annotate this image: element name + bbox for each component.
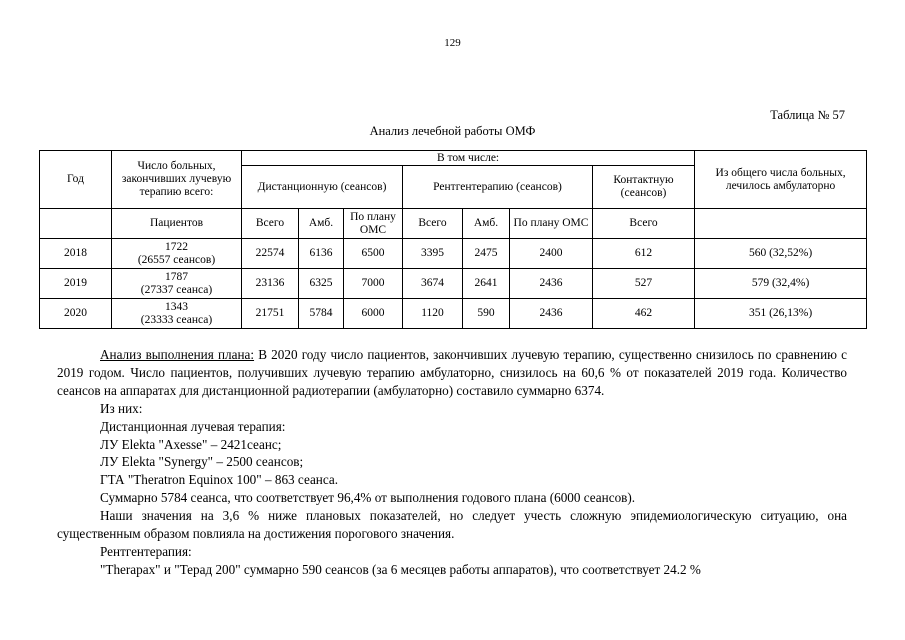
page-number: 129 bbox=[444, 37, 461, 49]
cell-xray-total: 3674 bbox=[403, 269, 463, 299]
cell-ambulatory: 351 (26,13%) bbox=[695, 299, 867, 329]
cell-distance-plan: 6500 bbox=[344, 239, 403, 269]
header-ambulatory: Из общего числа больных, лечилось амбулаторно bbox=[695, 151, 867, 209]
line-theratron: ГТА "Theratron Equinox 100" – 863 сеанса. bbox=[100, 472, 339, 488]
cell-patients-count: 1343 bbox=[165, 300, 188, 313]
cell-distance-amb: 6325 bbox=[299, 269, 344, 299]
cell-xray-plan: 2400 bbox=[510, 239, 593, 269]
paragraph-values: Наши значения на 3,6 % ниже плановых показателей, но следует учесть сложную эпидемиологическую ситуацию, она существенным образом повлияла на достижения порогового значения. bbox=[57, 508, 847, 542]
header-contact-total: Всего bbox=[593, 209, 695, 239]
cell-year: 2018 bbox=[40, 239, 112, 269]
cell-patients bbox=[112, 299, 242, 329]
line-distance-heading: Дистанционная лучевая терапия: bbox=[100, 418, 286, 434]
paragraph-xray: "Therapax" и "Терад 200" суммарно 590 сеансов (за 6 месяцев работы аппаратов), что соответствует 24.2 % bbox=[100, 561, 701, 577]
cell-xray-total: 1120 bbox=[403, 299, 463, 329]
paragraph-plan-analysis bbox=[57, 346, 847, 400]
cell-distance-total: 22574 bbox=[242, 239, 299, 269]
header-distance-total: Всего bbox=[242, 209, 299, 239]
table-row bbox=[40, 269, 867, 299]
header-ambulatory-empty bbox=[695, 209, 867, 239]
cell-patients-count: 1787 bbox=[165, 270, 188, 283]
header-distance-plan: По плану ОМС bbox=[344, 209, 403, 239]
header-patients-sub: Пациентов bbox=[112, 209, 242, 239]
header-including: В том числе: bbox=[242, 151, 695, 166]
cell-patients bbox=[112, 269, 242, 299]
cell-sessions: (27337 сеанса) bbox=[140, 283, 213, 296]
body-text bbox=[57, 346, 847, 579]
header-xray: Рентгентерапию (сеансов) bbox=[403, 166, 593, 209]
line-total: Суммарно 5784 сеанса, что соответствует 96,4% от выполнения годового плана (6000 сеансов). bbox=[100, 490, 636, 506]
cell-patients bbox=[112, 239, 242, 269]
cell-xray-amb: 590 bbox=[463, 299, 510, 329]
line-axesse: ЛУ Elekta "Axesse" – 2421сеанс; bbox=[100, 436, 282, 452]
cell-year: 2020 bbox=[40, 299, 112, 329]
header-xray-amb: Амб. bbox=[463, 209, 510, 239]
cell-contact-total: 462 bbox=[593, 299, 695, 329]
table-row bbox=[40, 239, 867, 269]
table-title: Анализ лечебной работы ОМФ bbox=[369, 124, 536, 138]
header-distance-amb: Амб. bbox=[299, 209, 344, 239]
cell-distance-amb: 6136 bbox=[299, 239, 344, 269]
line-synergy: ЛУ Elekta "Synergy" – 2500 сеансов; bbox=[100, 454, 304, 470]
cell-contact-total: 527 bbox=[593, 269, 695, 299]
cell-xray-plan: 2436 bbox=[510, 269, 593, 299]
header-year-empty bbox=[40, 209, 112, 239]
cell-contact-total: 612 bbox=[593, 239, 695, 269]
header-xray-total: Всего bbox=[403, 209, 463, 239]
plan-analysis-body: В 2020 году число пациентов, закончивших лучевую терапию, существенно снизилось по сравнению с 2019 годом. Число пациентов, получивших лучевую терапию амбулаторно, снизилось на 60,6 % от показателей 2019 года. Количество сеансов на аппаратах для дистанционной радиотерапии (амбулаторно) составило суммарно 6374. bbox=[57, 347, 847, 398]
header-contact: Контактную (сеансов) bbox=[593, 166, 695, 209]
header-patients: Число больных, закончивших лучевую терапию всего: bbox=[112, 151, 242, 209]
cell-distance-plan: 7000 bbox=[344, 269, 403, 299]
cell-ambulatory: 560 (32,52%) bbox=[695, 239, 867, 269]
plan-analysis-heading: Анализ выполнения плана: bbox=[100, 347, 255, 362]
cell-year: 2019 bbox=[40, 269, 112, 299]
cell-xray-total: 3395 bbox=[403, 239, 463, 269]
header-xray-plan: По плану ОМС bbox=[510, 209, 593, 239]
table-number: Таблица № 57 bbox=[770, 108, 845, 122]
cell-sessions: (23333 сеанса) bbox=[140, 313, 213, 326]
cell-patients-count: 1722 bbox=[165, 240, 188, 253]
table-row bbox=[40, 299, 867, 329]
header-year: Год bbox=[40, 151, 112, 209]
cell-xray-amb: 2641 bbox=[463, 269, 510, 299]
line-xray-heading: Рентгентерапия: bbox=[100, 543, 192, 559]
cell-distance-total: 23136 bbox=[242, 269, 299, 299]
cell-xray-amb: 2475 bbox=[463, 239, 510, 269]
cell-distance-amb: 5784 bbox=[299, 299, 344, 329]
cell-ambulatory: 579 (32,4%) bbox=[695, 269, 867, 299]
cell-distance-total: 21751 bbox=[242, 299, 299, 329]
cell-xray-plan: 2436 bbox=[510, 299, 593, 329]
line-of-them: Из них: bbox=[100, 400, 143, 416]
treatment-table bbox=[39, 150, 867, 329]
cell-sessions: (26557 сеансов) bbox=[137, 253, 216, 266]
header-distance: Дистанционную (сеансов) bbox=[242, 166, 403, 209]
cell-distance-plan: 6000 bbox=[344, 299, 403, 329]
